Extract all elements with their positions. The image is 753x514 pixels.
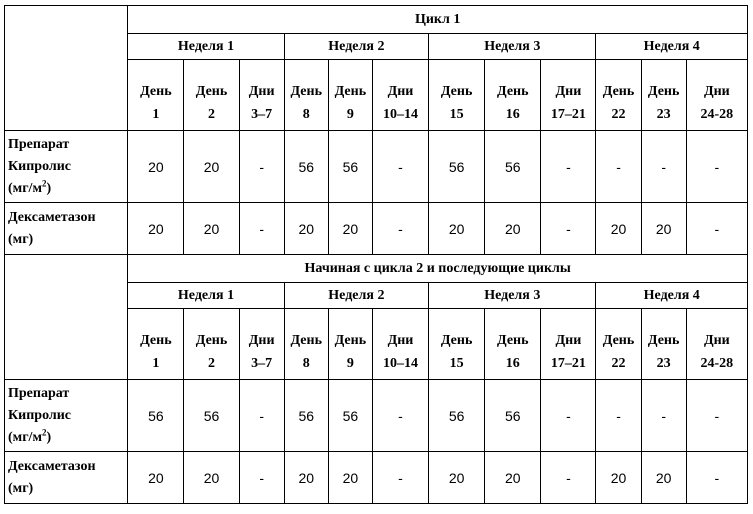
dose-value: -	[372, 131, 428, 203]
day-header-word: Дни	[387, 333, 414, 348]
corner-cell	[5, 6, 128, 131]
day-header-word: День	[290, 333, 322, 348]
dose-value: 20	[284, 452, 328, 504]
day-header	[284, 309, 328, 380]
week-header: Неделя 1	[128, 34, 284, 60]
day-header-number: 23	[656, 356, 671, 371]
day-header-word: День	[195, 84, 228, 99]
day-header-word: Дни	[703, 333, 730, 348]
dose-value: -	[596, 380, 641, 452]
dose-value: -	[641, 380, 686, 452]
dose-value: -	[541, 131, 596, 203]
dose-value: 20	[128, 203, 184, 255]
day-header-word: День	[334, 84, 367, 99]
kyprolis-row	[5, 380, 748, 452]
day-header-number: 8	[302, 107, 310, 122]
day-header	[541, 60, 596, 131]
day-header-word: Дни	[248, 333, 275, 348]
day-header	[184, 60, 239, 131]
dose-value: 20	[485, 452, 541, 504]
day-header-word: День	[140, 333, 172, 348]
drug-label-line: Препарат	[8, 136, 70, 152]
dose-value: 20	[128, 131, 184, 203]
dose-value: 20	[429, 203, 485, 255]
day-header	[541, 309, 596, 380]
day-header-word: День	[602, 333, 635, 348]
table-body	[5, 6, 748, 504]
drug-label	[5, 380, 128, 452]
day-header-word: День	[140, 84, 172, 99]
dose-value: 56	[128, 380, 184, 452]
drug-label	[5, 203, 128, 255]
day-header	[686, 309, 747, 380]
dose-value: -	[239, 380, 284, 452]
cycle-header-row	[5, 6, 748, 34]
day-header-word: Дни	[387, 84, 414, 99]
cycle-title: Начиная с цикла 2 и последующие циклы	[128, 255, 748, 283]
day-header	[284, 60, 328, 131]
drug-unit-line	[8, 178, 127, 200]
dose-value: 20	[485, 203, 541, 255]
dose-value: -	[372, 380, 428, 452]
day-header	[596, 60, 641, 131]
drug-label-line: Дексаметазон	[8, 209, 96, 225]
drug-label-line: Кипролис	[8, 158, 72, 174]
dose-value: -	[686, 380, 747, 452]
dose-value: -	[372, 203, 428, 255]
dose-value: -	[686, 203, 747, 255]
day-header	[429, 60, 485, 131]
day-header-word: День	[334, 333, 367, 348]
day-header-number: 22	[611, 107, 626, 122]
day-header-number: 8	[302, 356, 310, 371]
dose-value: 20	[328, 203, 372, 255]
week-header: Неделя 3	[429, 283, 596, 309]
day-header-word: День	[440, 333, 473, 348]
dose-value: 20	[184, 452, 239, 504]
drug-label-line: Кипролис	[8, 407, 72, 423]
day-header	[372, 309, 428, 380]
drug-label	[5, 131, 128, 203]
day-header-number: 15	[449, 107, 464, 122]
dose-value: 56	[328, 380, 372, 452]
dose-value: 20	[184, 203, 239, 255]
dose-value: 56	[485, 380, 541, 452]
day-header-word: Дни	[248, 84, 275, 99]
day-header-number: 9	[346, 107, 354, 122]
day-header-number: 1	[152, 356, 160, 371]
day-header-word: День	[195, 333, 228, 348]
drug-label-line: Препарат	[8, 385, 70, 401]
dosing-schedule-table	[4, 5, 748, 504]
drug-label	[5, 452, 128, 504]
day-header-number: 3–7	[251, 356, 273, 371]
unit-superscript: 2	[41, 426, 47, 437]
day-header-number: 1	[152, 107, 160, 122]
dose-value: -	[541, 452, 596, 504]
dose-value: 56	[284, 380, 328, 452]
day-header-word: День	[497, 84, 529, 99]
dose-value: -	[596, 131, 641, 203]
dose-value: -	[686, 452, 747, 504]
day-header	[641, 60, 686, 131]
day-header-number: 16	[505, 107, 520, 122]
day-header-number: 17–21	[550, 107, 586, 122]
dose-value: 20	[596, 452, 641, 504]
day-header	[128, 309, 184, 380]
unit-superscript: 2	[41, 177, 47, 188]
week-header: Неделя 3	[429, 34, 596, 60]
day-header	[372, 60, 428, 131]
day-header	[641, 309, 686, 380]
dose-value: 20	[328, 452, 372, 504]
dose-value: -	[372, 452, 428, 504]
unit-text: (мг/м	[8, 429, 42, 445]
drug-label-line: (мг)	[8, 231, 34, 247]
day-header	[184, 309, 239, 380]
day-header	[686, 60, 747, 131]
dose-value: -	[239, 203, 284, 255]
week-header: Неделя 4	[596, 283, 748, 309]
day-header-word: День	[647, 333, 680, 348]
day-header-number: 10–14	[382, 107, 418, 122]
dose-value: 20	[429, 452, 485, 504]
day-header	[128, 60, 184, 131]
day-header-number: 15	[449, 356, 464, 371]
dose-value: 20	[596, 203, 641, 255]
dose-value: -	[239, 452, 284, 504]
dose-value: 20	[641, 203, 686, 255]
week-header: Неделя 2	[284, 34, 428, 60]
day-header-word: Дни	[555, 333, 582, 348]
dose-value: 56	[284, 131, 328, 203]
cycle-header-row	[5, 255, 748, 283]
day-header	[485, 309, 541, 380]
dose-value: 56	[485, 131, 541, 203]
unit-close: )	[46, 429, 52, 445]
day-header-word: День	[497, 333, 529, 348]
kyprolis-row	[5, 131, 748, 203]
week-header: Неделя 2	[284, 283, 428, 309]
day-header-word: День	[647, 84, 680, 99]
dose-value: 56	[429, 131, 485, 203]
dose-value: 20	[128, 452, 184, 504]
week-header: Неделя 1	[128, 283, 284, 309]
dose-value: -	[686, 131, 747, 203]
dose-value: -	[541, 380, 596, 452]
dose-value: 56	[328, 131, 372, 203]
day-header	[239, 60, 284, 131]
dose-value: 20	[284, 203, 328, 255]
dose-value: 20	[184, 131, 239, 203]
day-header	[328, 60, 372, 131]
cycle-title: Цикл 1	[128, 6, 748, 34]
day-header-number: 23	[656, 107, 671, 122]
dose-value: -	[541, 203, 596, 255]
day-header	[596, 309, 641, 380]
dexamethasone-row	[5, 203, 748, 255]
day-header-number: 10–14	[382, 356, 418, 371]
drug-unit-line	[8, 427, 127, 449]
day-header-number: 16	[505, 356, 520, 371]
day-header	[328, 309, 372, 380]
day-header-number: 9	[346, 356, 354, 371]
day-header-word: День	[602, 84, 635, 99]
day-header-number: 2	[208, 356, 216, 371]
dose-value: 56	[184, 380, 239, 452]
day-header-number: 22	[611, 356, 626, 371]
dose-value: 56	[429, 380, 485, 452]
drug-label-line: Дексаметазон	[8, 458, 96, 474]
unit-close: )	[46, 180, 52, 196]
day-header-word: День	[290, 84, 322, 99]
drug-label-line: (мг)	[8, 480, 34, 496]
week-header: Неделя 4	[596, 34, 748, 60]
day-header-word: Дни	[703, 84, 730, 99]
dose-value: 20	[641, 452, 686, 504]
day-header	[239, 309, 284, 380]
day-header	[485, 60, 541, 131]
day-header-number: 3–7	[251, 107, 273, 122]
dose-value: -	[239, 131, 284, 203]
day-header	[429, 309, 485, 380]
day-header-number: 2	[208, 107, 216, 122]
corner-cell	[5, 255, 128, 380]
day-header-number: 24-28	[700, 107, 734, 122]
day-header-number: 24-28	[700, 356, 734, 371]
dose-value: -	[641, 131, 686, 203]
day-header-word: Дни	[555, 84, 582, 99]
day-header-number: 17–21	[550, 356, 586, 371]
day-header-word: День	[440, 84, 473, 99]
dexamethasone-row	[5, 452, 748, 504]
unit-text: (мг/м	[8, 180, 42, 196]
